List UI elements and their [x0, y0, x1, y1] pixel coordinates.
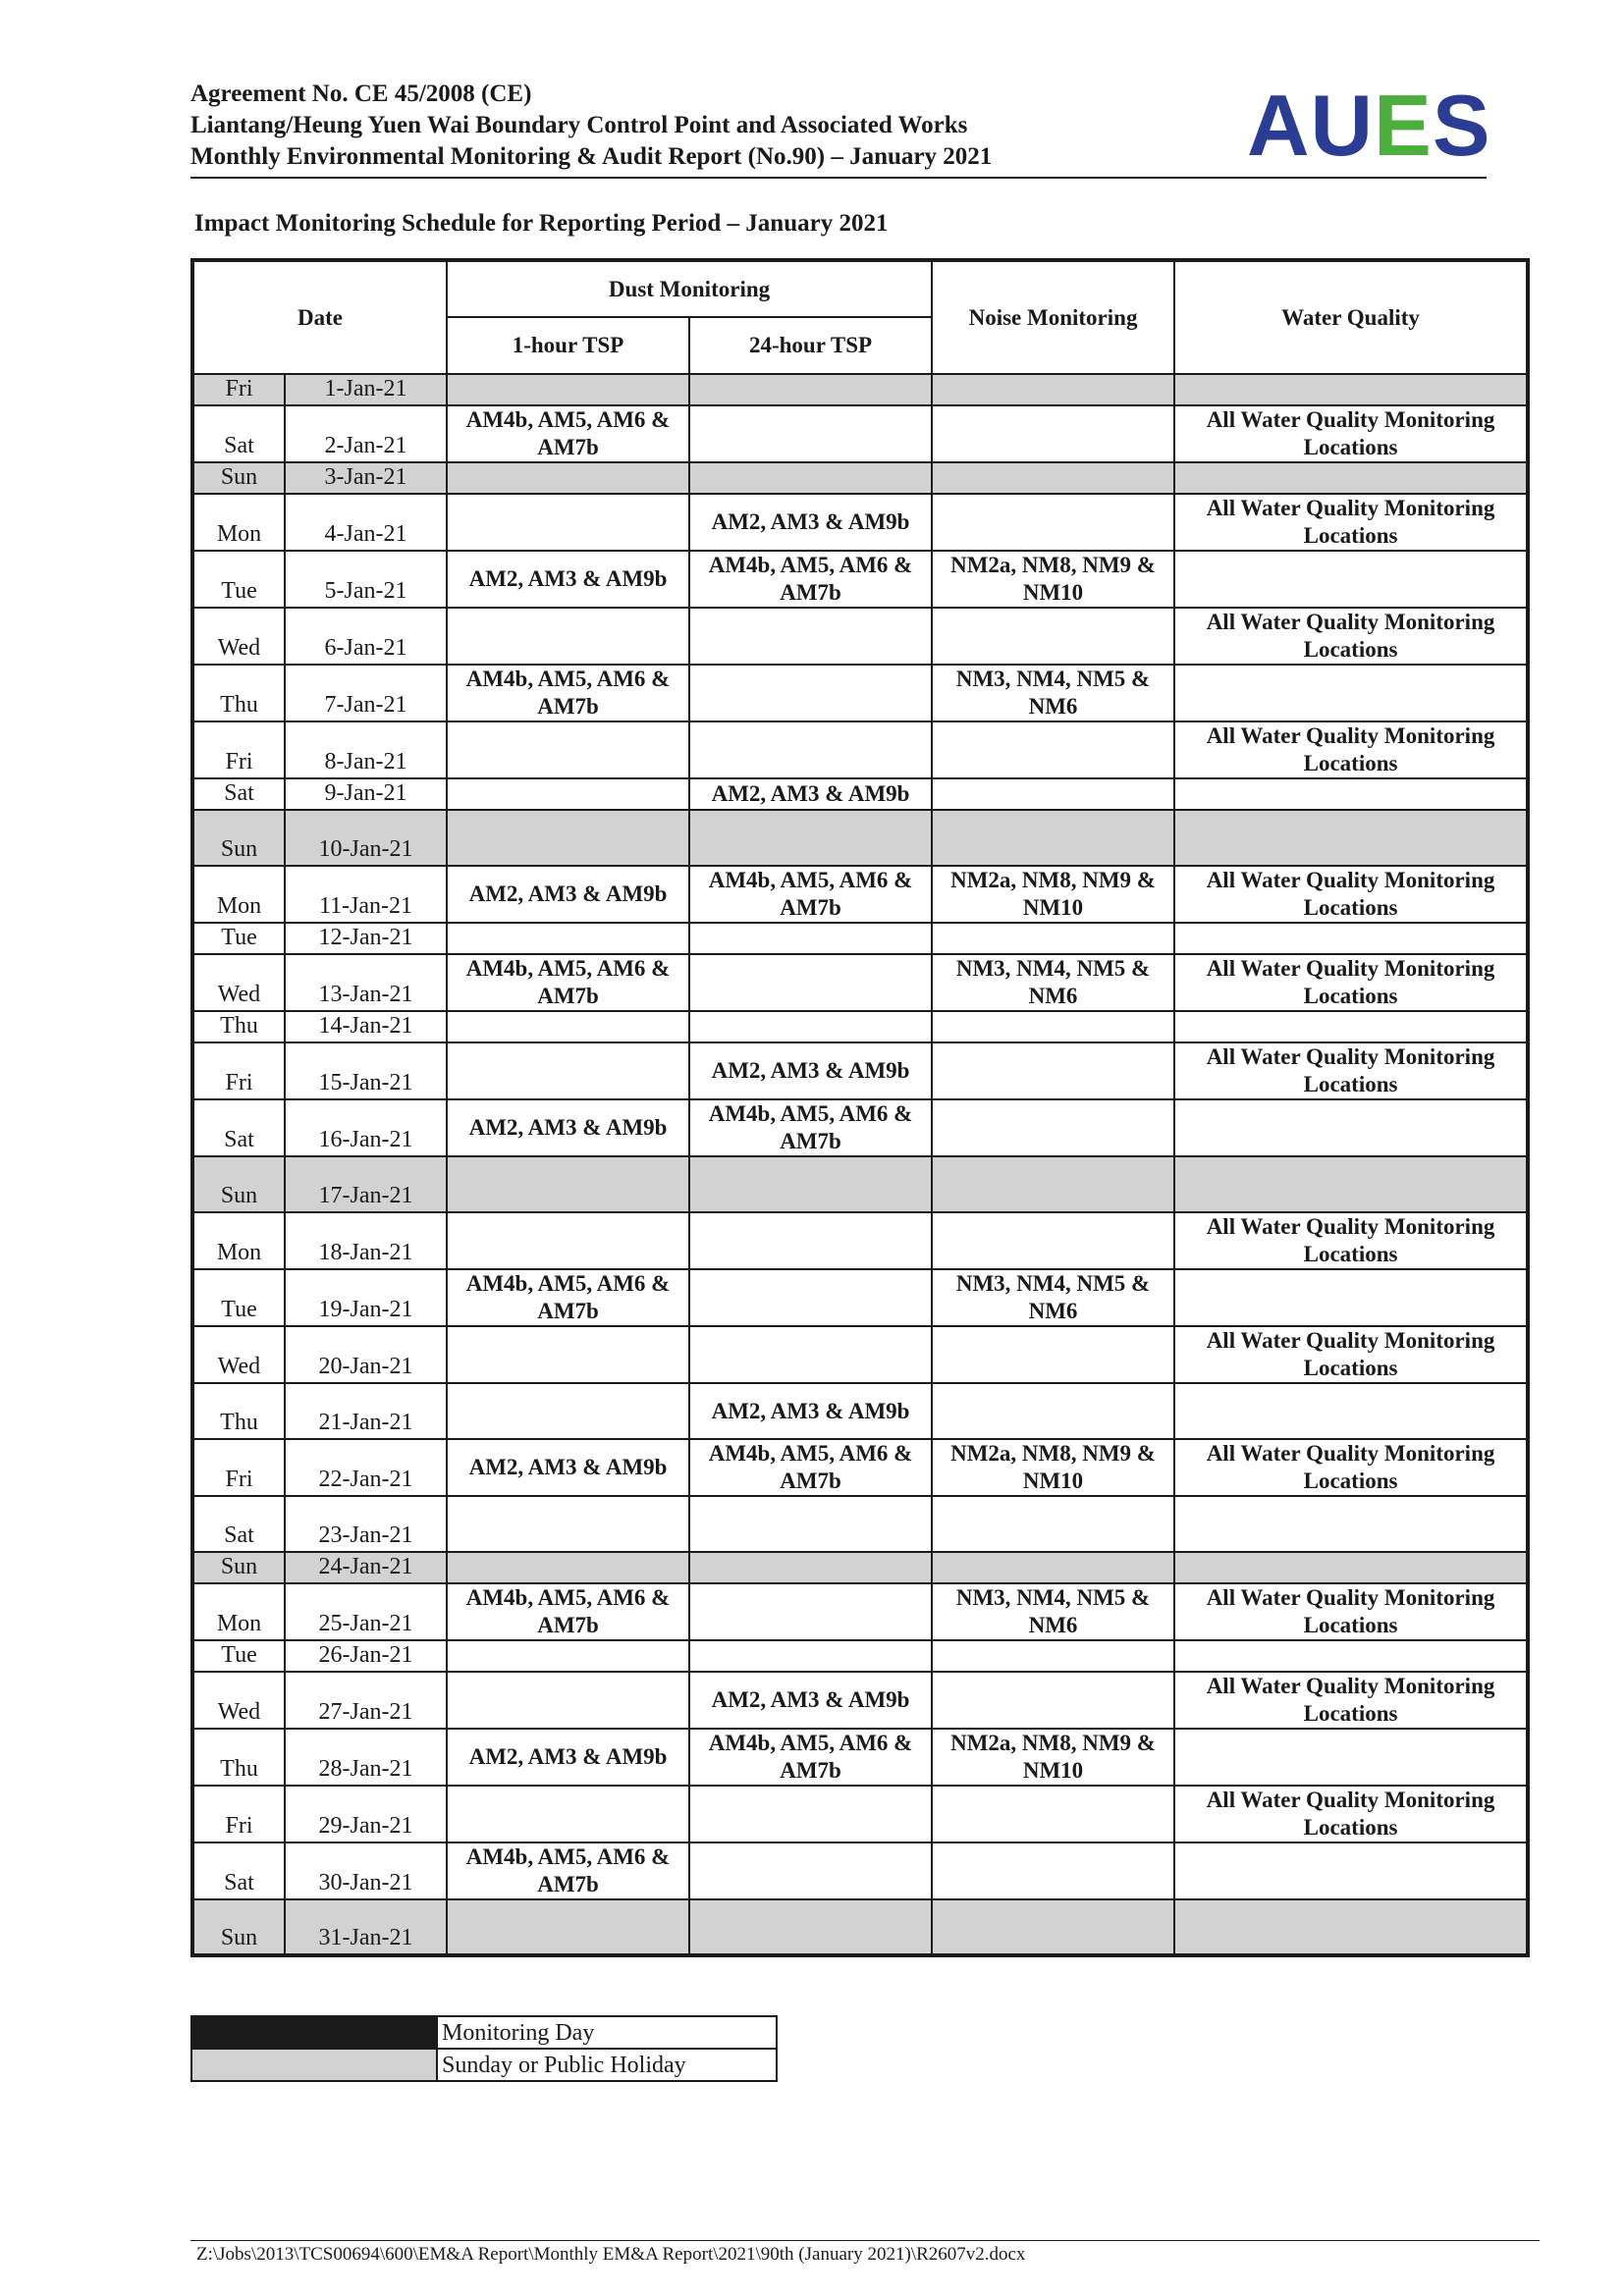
- table-row: [192, 405, 1528, 462]
- noise-cell: [932, 1496, 1174, 1552]
- table-row: [192, 494, 1528, 551]
- tsp1-cell: [447, 374, 689, 405]
- date-cell: 31-Jan-21: [285, 1899, 447, 1955]
- noise-cell: [932, 494, 1174, 551]
- table-row: [192, 1011, 1528, 1042]
- noise-cell: [932, 810, 1174, 866]
- day-cell: Thu: [192, 1729, 285, 1786]
- tsp1-cell: [447, 462, 689, 494]
- tsp24-cell: AM2, AM3 & AM9b: [689, 778, 932, 810]
- tsp1-cell: [447, 608, 689, 665]
- noise-cell: [932, 1042, 1174, 1099]
- noise-cell: NM3, NM4, NM5 & NM6: [932, 665, 1174, 721]
- day-cell: Fri: [192, 1786, 285, 1842]
- date-cell: 11-Jan-21: [285, 866, 447, 923]
- tsp1-cell: [447, 1212, 689, 1269]
- table-row: [192, 1212, 1528, 1269]
- table-row: [192, 1496, 1528, 1552]
- tsp24-cell: [689, 374, 932, 405]
- day-cell: Tue: [192, 923, 285, 954]
- day-cell: Tue: [192, 1640, 285, 1672]
- tsp24-cell: [689, 721, 932, 778]
- water-cell: [1174, 1496, 1528, 1552]
- day-cell: Wed: [192, 608, 285, 665]
- water-cell: [1174, 374, 1528, 405]
- tsp24-cell: [689, 1156, 932, 1212]
- footer-divider: [190, 2240, 1540, 2241]
- tsp1-cell: [447, 1786, 689, 1842]
- date-cell: 19-Jan-21: [285, 1269, 447, 1326]
- table-row: [192, 1729, 1528, 1786]
- table-row: [192, 1786, 1528, 1842]
- day-cell: Sun: [192, 462, 285, 494]
- noise-cell: [932, 1383, 1174, 1439]
- tsp24-cell: [689, 1583, 932, 1640]
- tsp1-cell: [447, 1640, 689, 1672]
- noise-cell: [932, 1156, 1174, 1212]
- table-row: [192, 1552, 1528, 1583]
- tsp24-cell: AM4b, AM5, AM6 & AM7b: [689, 1729, 932, 1786]
- tsp24-cell: [689, 1269, 932, 1326]
- tsp1-cell: [447, 1156, 689, 1212]
- water-cell: All Water Quality Monitoring Locations: [1174, 954, 1528, 1011]
- table-row: [192, 1383, 1528, 1439]
- water-cell: All Water Quality Monitoring Locations: [1174, 1583, 1528, 1640]
- day-cell: Sun: [192, 1156, 285, 1212]
- table-row: [192, 1269, 1528, 1326]
- tsp1-cell: [447, 778, 689, 810]
- day-cell: Sun: [192, 1899, 285, 1955]
- date-cell: 26-Jan-21: [285, 1640, 447, 1672]
- tsp24-cell: AM4b, AM5, AM6 & AM7b: [689, 1439, 932, 1496]
- noise-cell: [932, 1099, 1174, 1156]
- date-cell: 28-Jan-21: [285, 1729, 447, 1786]
- table-row: [192, 954, 1528, 1011]
- file-path-footer: Z:\Jobs\2013\TCS00694\600\EM&A Report\Monthly EM&A Report\2021\90th (January 2021)\R2607v2.docx: [196, 2244, 1026, 2265]
- aues-logo: [1247, 77, 1491, 174]
- logo-part-au: AU: [1247, 77, 1375, 174]
- noise-cell: [932, 608, 1174, 665]
- date-cell: 22-Jan-21: [285, 1439, 447, 1496]
- noise-cell: NM3, NM4, NM5 & NM6: [932, 954, 1174, 1011]
- table-row: [192, 1099, 1528, 1156]
- noise-cell: [932, 1786, 1174, 1842]
- water-cell: [1174, 1156, 1528, 1212]
- tsp1-cell: AM4b, AM5, AM6 & AM7b: [447, 405, 689, 462]
- day-cell: Thu: [192, 1011, 285, 1042]
- water-cell: [1174, 462, 1528, 494]
- tsp1-cell: AM2, AM3 & AM9b: [447, 1099, 689, 1156]
- day-cell: Thu: [192, 665, 285, 721]
- tsp24-cell: [689, 1842, 932, 1899]
- noise-cell: NM2a, NM8, NM9 & NM10: [932, 1439, 1174, 1496]
- tsp1-cell: AM4b, AM5, AM6 & AM7b: [447, 1583, 689, 1640]
- tsp24-cell: [689, 1011, 932, 1042]
- table-row: [192, 721, 1528, 778]
- table-row: [192, 551, 1528, 608]
- water-cell: All Water Quality Monitoring Locations: [1174, 1042, 1528, 1099]
- day-cell: Wed: [192, 1326, 285, 1383]
- tsp1-cell: [447, 1496, 689, 1552]
- table-row: [192, 810, 1528, 866]
- tsp24-cell: AM2, AM3 & AM9b: [689, 1672, 932, 1729]
- tsp24-cell: AM4b, AM5, AM6 & AM7b: [689, 866, 932, 923]
- day-cell: Sun: [192, 1552, 285, 1583]
- table-row: [192, 608, 1528, 665]
- water-cell: All Water Quality Monitoring Locations: [1174, 1672, 1528, 1729]
- table-row: [192, 665, 1528, 721]
- tsp24-cell: [689, 405, 932, 462]
- water-cell: All Water Quality Monitoring Locations: [1174, 405, 1528, 462]
- day-cell: Fri: [192, 374, 285, 405]
- tsp24-cell: AM2, AM3 & AM9b: [689, 1383, 932, 1439]
- tsp1-cell: [447, 1899, 689, 1955]
- day-cell: Tue: [192, 1269, 285, 1326]
- day-cell: Wed: [192, 954, 285, 1011]
- logo-part-s: S: [1432, 77, 1491, 174]
- header-water-quality: Water Quality: [1174, 260, 1528, 374]
- table-row: [192, 374, 1528, 405]
- tsp24-cell: [689, 665, 932, 721]
- tsp24-cell: [689, 1212, 932, 1269]
- agreement-number: Agreement No. CE 45/2008 (CE): [190, 80, 532, 107]
- monitoring-schedule-table: [190, 258, 1530, 1957]
- noise-cell: [932, 1672, 1174, 1729]
- tsp1-cell: AM2, AM3 & AM9b: [447, 1439, 689, 1496]
- noise-cell: [932, 374, 1174, 405]
- tsp24-cell: [689, 462, 932, 494]
- legend-label-monitoring: Monitoring Day: [437, 2016, 777, 2049]
- tsp1-cell: [447, 494, 689, 551]
- noise-cell: [932, 1899, 1174, 1955]
- date-cell: 15-Jan-21: [285, 1042, 447, 1099]
- tsp24-cell: [689, 1496, 932, 1552]
- water-cell: All Water Quality Monitoring Locations: [1174, 1786, 1528, 1842]
- logo-part-e: E: [1374, 77, 1433, 174]
- water-cell: [1174, 1383, 1528, 1439]
- header-24hour-tsp: 24-hour TSP: [689, 317, 932, 374]
- tsp24-cell: AM2, AM3 & AM9b: [689, 1042, 932, 1099]
- water-cell: All Water Quality Monitoring Locations: [1174, 866, 1528, 923]
- noise-cell: [932, 462, 1174, 494]
- tsp1-cell: AM4b, AM5, AM6 & AM7b: [447, 954, 689, 1011]
- tsp1-cell: [447, 1672, 689, 1729]
- noise-cell: [932, 1640, 1174, 1672]
- table-row: [192, 1672, 1528, 1729]
- tsp1-cell: [447, 721, 689, 778]
- date-cell: 7-Jan-21: [285, 665, 447, 721]
- noise-cell: [932, 923, 1174, 954]
- table-row: [192, 1326, 1528, 1383]
- noise-cell: [932, 1552, 1174, 1583]
- noise-cell: [932, 1011, 1174, 1042]
- day-cell: Mon: [192, 1212, 285, 1269]
- water-cell: [1174, 551, 1528, 608]
- report-name: Monthly Environmental Monitoring & Audit Report (No.90) – January 2021: [190, 143, 993, 170]
- table-row: [192, 866, 1528, 923]
- day-cell: Sun: [192, 810, 285, 866]
- table-row: [192, 1842, 1528, 1899]
- day-cell: Sat: [192, 1099, 285, 1156]
- day-cell: Sat: [192, 778, 285, 810]
- table-row: [192, 1640, 1528, 1672]
- noise-cell: NM2a, NM8, NM9 & NM10: [932, 551, 1174, 608]
- legend-swatch-holiday: [191, 2049, 437, 2081]
- day-cell: Sat: [192, 405, 285, 462]
- day-cell: Fri: [192, 1042, 285, 1099]
- water-cell: All Water Quality Monitoring Locations: [1174, 608, 1528, 665]
- water-cell: [1174, 1729, 1528, 1786]
- legend-swatch-monitoring: [191, 2016, 437, 2049]
- date-cell: 6-Jan-21: [285, 608, 447, 665]
- tsp1-cell: [447, 923, 689, 954]
- tsp24-cell: [689, 1786, 932, 1842]
- tsp24-cell: AM4b, AM5, AM6 & AM7b: [689, 1099, 932, 1156]
- water-cell: All Water Quality Monitoring Locations: [1174, 1326, 1528, 1383]
- table-row: [192, 1899, 1528, 1955]
- header-divider: [190, 177, 1487, 179]
- header-1hour-tsp: 1-hour TSP: [447, 317, 689, 374]
- tsp1-cell: AM2, AM3 & AM9b: [447, 866, 689, 923]
- legend-label-holiday: Sunday or Public Holiday: [437, 2049, 777, 2081]
- tsp1-cell: [447, 810, 689, 866]
- tsp24-cell: [689, 923, 932, 954]
- date-cell: 21-Jan-21: [285, 1383, 447, 1439]
- water-cell: [1174, 1842, 1528, 1899]
- water-cell: [1174, 1640, 1528, 1672]
- date-cell: 16-Jan-21: [285, 1099, 447, 1156]
- day-cell: Thu: [192, 1383, 285, 1439]
- tsp24-cell: [689, 1640, 932, 1672]
- date-cell: 4-Jan-21: [285, 494, 447, 551]
- table-row: [192, 1583, 1528, 1640]
- date-cell: 27-Jan-21: [285, 1672, 447, 1729]
- date-cell: 20-Jan-21: [285, 1326, 447, 1383]
- water-cell: [1174, 923, 1528, 954]
- water-cell: All Water Quality Monitoring Locations: [1174, 1212, 1528, 1269]
- tsp1-cell: [447, 1042, 689, 1099]
- date-cell: 14-Jan-21: [285, 1011, 447, 1042]
- day-cell: Sat: [192, 1496, 285, 1552]
- water-cell: [1174, 1099, 1528, 1156]
- day-cell: Tue: [192, 551, 285, 608]
- tsp1-cell: AM2, AM3 & AM9b: [447, 1729, 689, 1786]
- date-cell: 29-Jan-21: [285, 1786, 447, 1842]
- table-row: [192, 778, 1528, 810]
- water-cell: [1174, 810, 1528, 866]
- noise-cell: [932, 721, 1174, 778]
- noise-cell: NM2a, NM8, NM9 & NM10: [932, 866, 1174, 923]
- date-cell: 24-Jan-21: [285, 1552, 447, 1583]
- tsp24-cell: [689, 1326, 932, 1383]
- date-cell: 5-Jan-21: [285, 551, 447, 608]
- tsp1-cell: AM4b, AM5, AM6 & AM7b: [447, 1269, 689, 1326]
- date-cell: 12-Jan-21: [285, 923, 447, 954]
- tsp24-cell: [689, 1899, 932, 1955]
- day-cell: Mon: [192, 494, 285, 551]
- project-name: Liantang/Heung Yuen Wai Boundary Control Point and Associated Works: [190, 112, 968, 138]
- date-cell: 2-Jan-21: [285, 405, 447, 462]
- tsp1-cell: [447, 1383, 689, 1439]
- day-cell: Fri: [192, 1439, 285, 1496]
- date-cell: 9-Jan-21: [285, 778, 447, 810]
- header-noise-monitoring: Noise Monitoring: [932, 260, 1174, 374]
- water-cell: [1174, 1269, 1528, 1326]
- water-cell: [1174, 1552, 1528, 1583]
- water-cell: All Water Quality Monitoring Locations: [1174, 1439, 1528, 1496]
- tsp1-cell: [447, 1326, 689, 1383]
- day-cell: Fri: [192, 721, 285, 778]
- tsp24-cell: AM2, AM3 & AM9b: [689, 494, 932, 551]
- noise-cell: [932, 405, 1174, 462]
- date-cell: 17-Jan-21: [285, 1156, 447, 1212]
- date-cell: 13-Jan-21: [285, 954, 447, 1011]
- water-cell: All Water Quality Monitoring Locations: [1174, 721, 1528, 778]
- date-cell: 3-Jan-21: [285, 462, 447, 494]
- date-cell: 25-Jan-21: [285, 1583, 447, 1640]
- table-row: [192, 1439, 1528, 1496]
- day-cell: Mon: [192, 866, 285, 923]
- tsp24-cell: AM4b, AM5, AM6 & AM7b: [689, 551, 932, 608]
- date-cell: 18-Jan-21: [285, 1212, 447, 1269]
- tsp24-cell: [689, 608, 932, 665]
- day-cell: Mon: [192, 1583, 285, 1640]
- table-row: [192, 1156, 1528, 1212]
- day-cell: Wed: [192, 1672, 285, 1729]
- date-cell: 23-Jan-21: [285, 1496, 447, 1552]
- header-dust-monitoring: Dust Monitoring: [447, 260, 932, 317]
- date-cell: 30-Jan-21: [285, 1842, 447, 1899]
- page-title: Impact Monitoring Schedule for Reporting Period – January 2021: [194, 210, 889, 237]
- schedule-body: [192, 374, 1528, 1955]
- noise-cell: [932, 1326, 1174, 1383]
- water-cell: All Water Quality Monitoring Locations: [1174, 494, 1528, 551]
- legend-table: [190, 2015, 778, 2082]
- noise-cell: NM3, NM4, NM5 & NM6: [932, 1583, 1174, 1640]
- header-date: Date: [192, 260, 447, 374]
- tsp1-cell: AM4b, AM5, AM6 & AM7b: [447, 665, 689, 721]
- day-cell: Sat: [192, 1842, 285, 1899]
- tsp1-cell: AM2, AM3 & AM9b: [447, 551, 689, 608]
- tsp24-cell: [689, 810, 932, 866]
- date-cell: 8-Jan-21: [285, 721, 447, 778]
- tsp24-cell: [689, 1552, 932, 1583]
- tsp1-cell: [447, 1011, 689, 1042]
- noise-cell: NM3, NM4, NM5 & NM6: [932, 1269, 1174, 1326]
- noise-cell: [932, 1212, 1174, 1269]
- noise-cell: [932, 778, 1174, 810]
- noise-cell: [932, 1842, 1174, 1899]
- tsp1-cell: AM4b, AM5, AM6 & AM7b: [447, 1842, 689, 1899]
- tsp1-cell: [447, 1552, 689, 1583]
- date-cell: 1-Jan-21: [285, 374, 447, 405]
- noise-cell: NM2a, NM8, NM9 & NM10: [932, 1729, 1174, 1786]
- table-row: [192, 462, 1528, 494]
- date-cell: 10-Jan-21: [285, 810, 447, 866]
- water-cell: [1174, 1899, 1528, 1955]
- table-row: [192, 923, 1528, 954]
- water-cell: [1174, 778, 1528, 810]
- water-cell: [1174, 1011, 1528, 1042]
- table-row: [192, 1042, 1528, 1099]
- tsp24-cell: [689, 954, 932, 1011]
- water-cell: [1174, 665, 1528, 721]
